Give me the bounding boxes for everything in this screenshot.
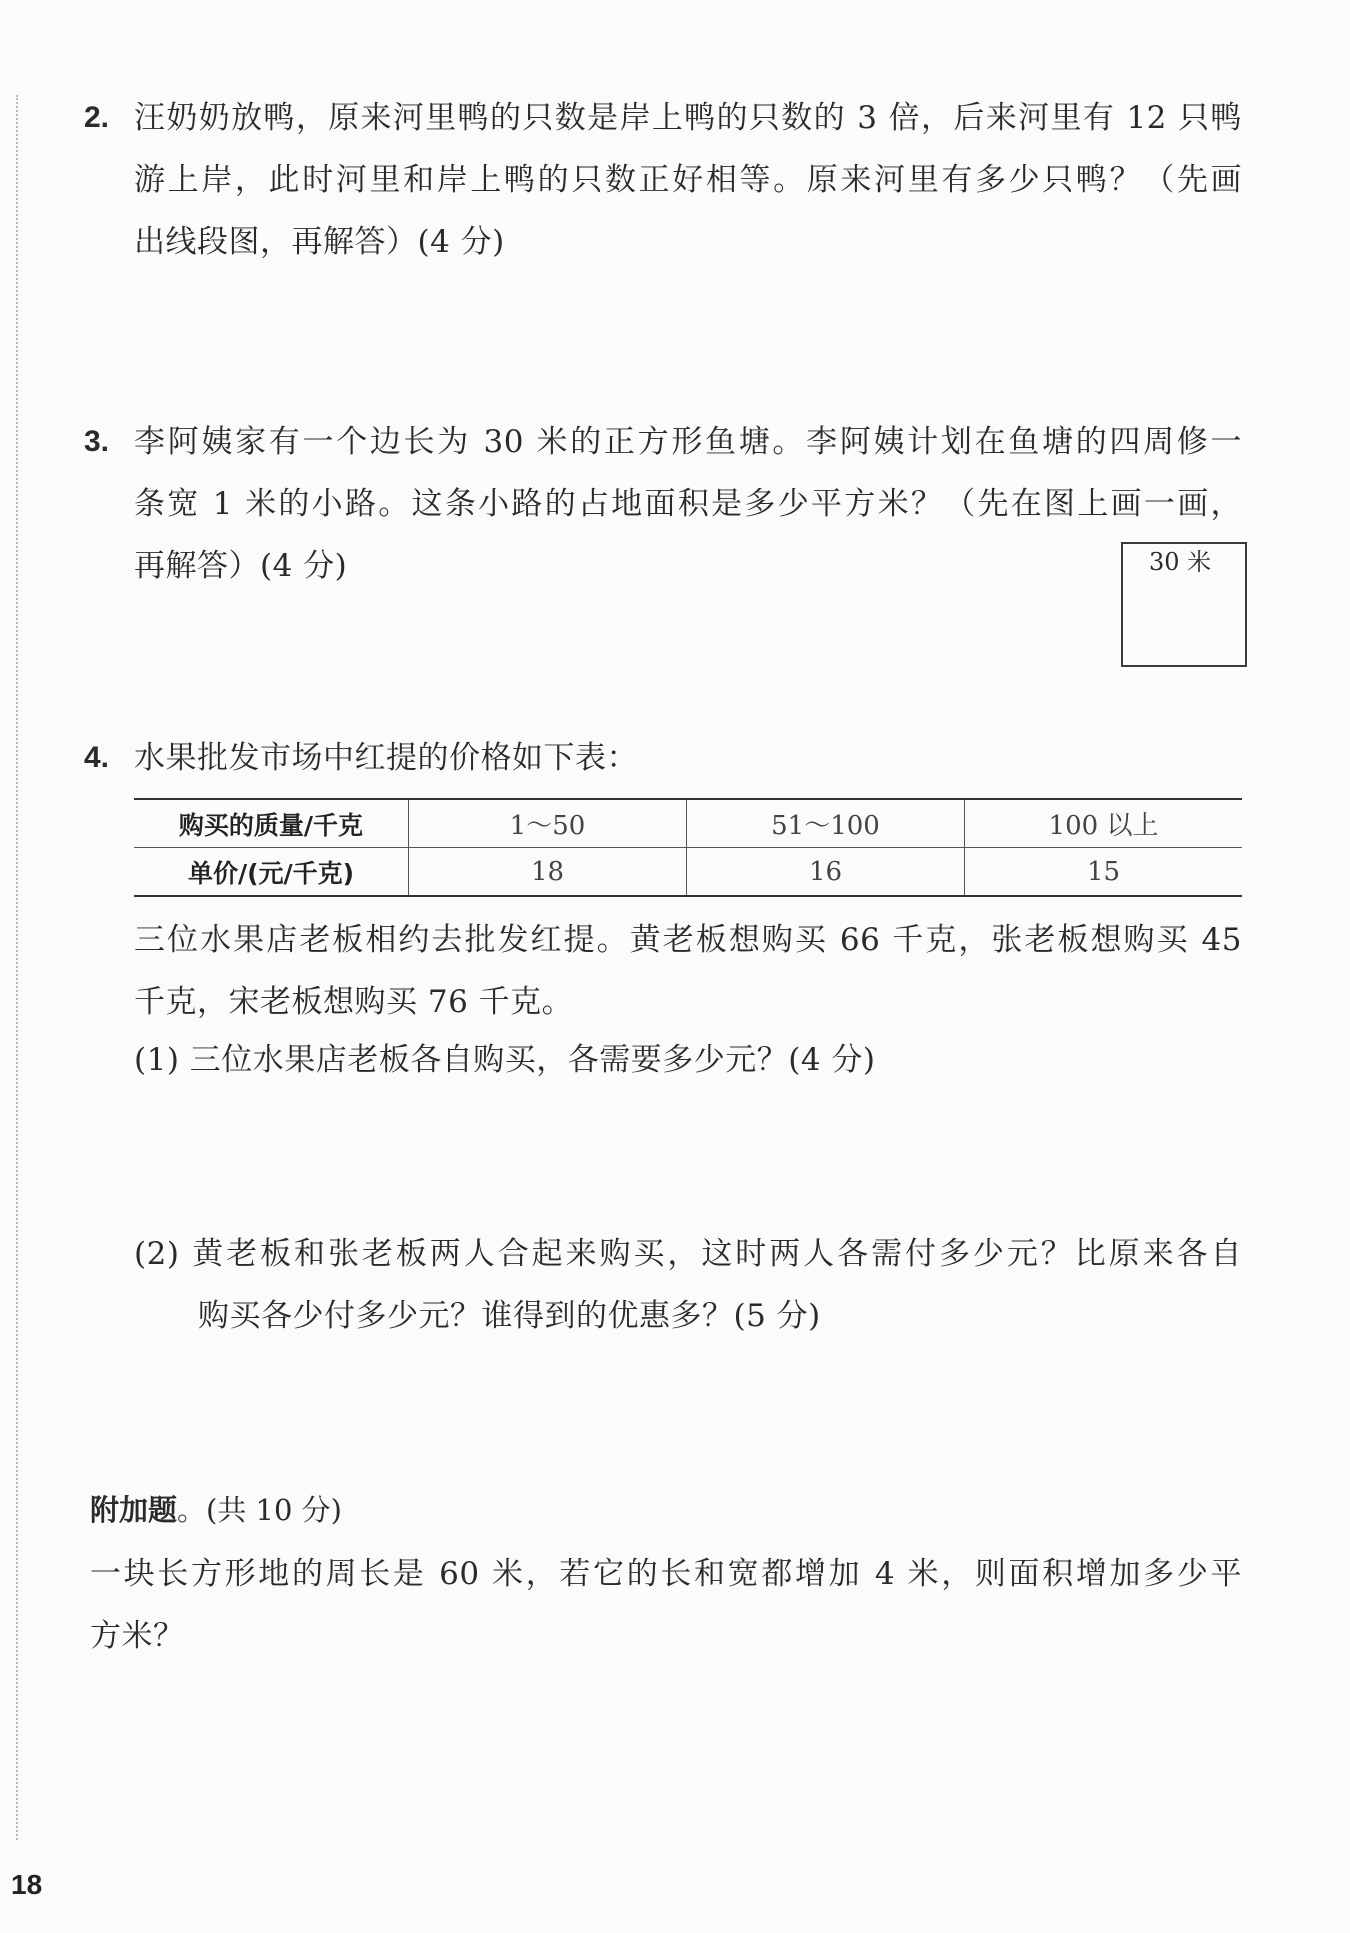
problem-3-line-3: 再解答）(4 分) [134,548,348,584]
problem-3-line-2: 条宽 1 米的小路。这条小路的占地面积是多少平方米？（先在图上画一画， [134,486,1242,522]
fishpond-side-label: 30 米 [1149,548,1212,576]
bonus-title-bold: 附加题 [90,1493,178,1527]
problem-3-line-1: 李阿姨家有一个边长为 30 米的正方形鱼塘。李阿姨计划在鱼塘的四周修一 [134,424,1242,460]
problem-2-number: 2. [84,101,110,134]
table-cell-range-3: 100 以上 [965,799,1243,848]
problem-4-intro: 水果批发市场中红提的价格如下表： [134,740,638,776]
bonus-line-2: 方米？ [90,1618,185,1654]
grape-price-table [134,798,1242,897]
problem-4-sub-question-2-line-2: 购买各少付多少元？谁得到的优惠多？(5 分) [198,1298,821,1334]
problem-4-body-line-1: 三位水果店老板相约去批发红提。黄老板想购买 66 千克，张老板想购买 45 [134,922,1242,958]
table-row-quantity [134,799,1242,848]
table-cell-price-1: 18 [409,848,687,897]
problem-2-line-1: 汪奶奶放鸭，原来河里鸭的只数是岸上鸭的只数的 3 倍，后来河里有 12 只鸭 [134,100,1242,136]
problem-4-sub-question-2-line-1: (2) 黄老板和张老板两人合起来购买，这时两人各需付多少元？比原来各自 [134,1236,1242,1272]
binding-margin-dotted-line [16,95,18,1840]
bonus-title-score: 。(共 10 分) [177,1493,342,1527]
problem-2-line-2: 游上岸，此时河里和岸上鸭的只数正好相等。原来河里有多少只鸭？（先画 [134,162,1242,198]
table-row-price [134,848,1242,897]
bonus-line-1: 一块长方形地的周长是 60 米，若它的长和宽都增加 4 米，则面积增加多少平 [90,1556,1242,1592]
table-cell-price-3: 15 [1086,856,1121,887]
table-cell-range-1: 1～50 [409,799,687,848]
problem-4-sub-question-1: (1) 三位水果店老板各自购买，各需要多少元？(4 分) [134,1042,876,1078]
problem-3-number: 3. [84,425,110,458]
table-cell-price-2: 16 [687,848,965,897]
fishpond-square-figure [1121,542,1247,667]
problem-4-body-line-2: 千克，宋老板想购买 76 千克。 [134,984,574,1020]
table-cell-range-2: 51～100 [687,799,965,848]
bonus-title [90,1480,342,1540]
table-header-price: 单价/(元/千克) [134,848,409,897]
table-header-quantity: 购买的质量/千克 [134,799,409,848]
page-number: 18 [11,1869,43,1900]
problem-4-number: 4. [84,741,110,774]
problem-2-line-3: 出线段图，再解答）(4 分) [134,224,505,260]
